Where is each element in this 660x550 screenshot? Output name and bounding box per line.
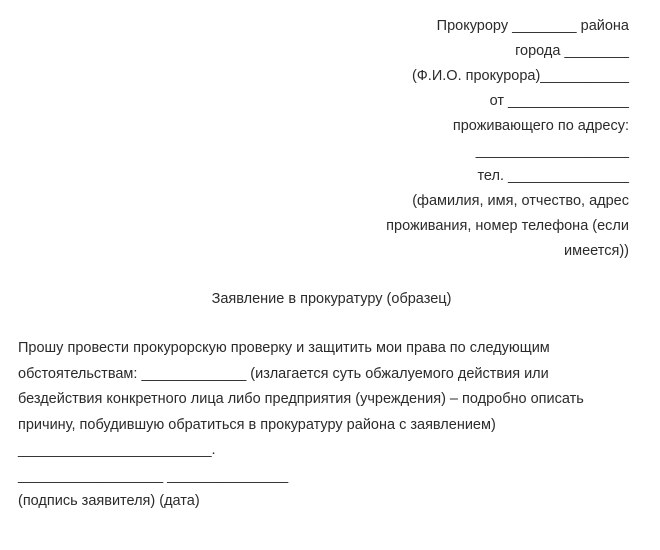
signature-date-blanks: __________________ _______________ [18, 467, 289, 484]
sender-phone-line: тел. _______________ [477, 168, 629, 184]
sender-hint-line-1: (фамилия, имя, отчество, адрес [412, 193, 629, 209]
addressee-city-line: города ________ [515, 43, 629, 59]
addressee-prosecutor-name-line: (Ф.И.О. прокурора)___________ [411, 68, 629, 84]
signature-date-caption: (подпись заявителя) (дата) [18, 493, 200, 509]
sender-name-line: от _______________ [489, 93, 629, 109]
body-line-4: причину, побудившую обратиться в прокуратуру района с заявлением) [18, 416, 496, 433]
body-blank-line: ________________________. [18, 442, 216, 458]
sender-address-blank: ___________________ [475, 143, 629, 159]
request-body [18, 336, 638, 515]
addressee-prosecutor-line: Прокурору ________ района [436, 18, 629, 34]
sender-hint-line-2: проживания, номер телефона (если [386, 218, 629, 234]
body-line-3: бездействия конкретного лица либо предприятия (учреждения) – подробно описать [18, 391, 584, 407]
body-line-1: Прошу провести прокурорскую проверку и защитить мои права по следующим [18, 340, 550, 356]
document-title: Заявление в прокуратуру (образец) [211, 291, 452, 307]
addressee-block [329, 14, 629, 264]
body-line-2: обстоятельствам: _____________ (излагается суть обжалуемого действия или [18, 365, 549, 382]
sender-hint-line-3: имеется)) [564, 243, 629, 259]
sender-address-label: проживающего по адресу: [452, 118, 629, 134]
